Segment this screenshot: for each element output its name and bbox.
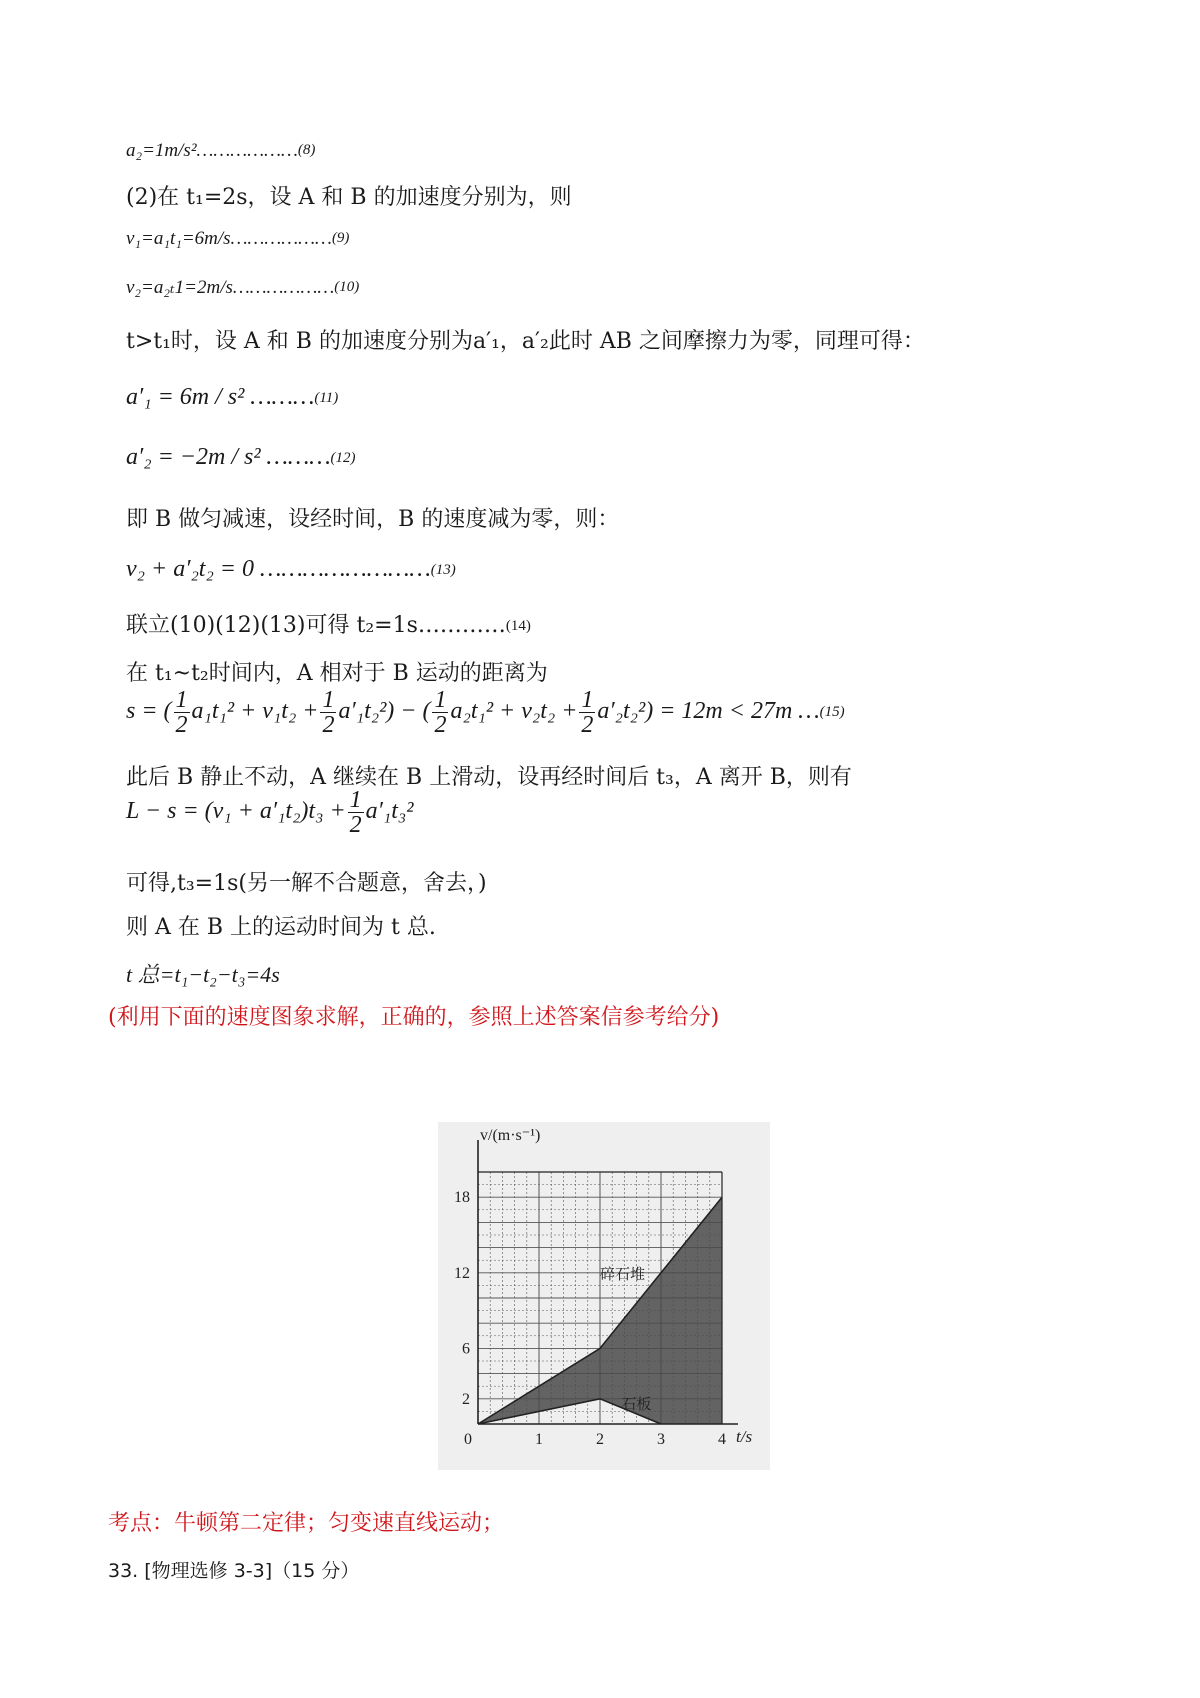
- line-total-time: 则 A 在 B 上的运动时间为 t 总.: [126, 915, 436, 940]
- fraction-den: 2: [581, 712, 594, 738]
- eq-number-11: (11): [314, 390, 339, 406]
- eq-s-e: a′₂t₂²) = 12m < 27m …: [597, 698, 820, 725]
- line-t3: 可得,t₃=1s(另一解不合题意，舍去，): [126, 871, 487, 896]
- line-part2: (2)在 t₁=2s，设 A 和 B 的加速度分别为，则: [126, 185, 572, 210]
- eq-s-b: a₁t₁² + v₁t₂ +: [191, 698, 319, 725]
- eq-number-12: (12): [330, 450, 356, 466]
- eq-number-14: (14): [505, 618, 531, 634]
- key-points: 考点：牛顿第二定律；匀变速直线运动；: [108, 1511, 505, 1536]
- fraction-num: 1: [349, 787, 362, 813]
- x-tick-label: 0: [464, 1431, 472, 1448]
- line-a2: [126, 140, 315, 162]
- x-tick-label: 4: [718, 1431, 726, 1448]
- line-a2-text: a₂=1m/s²………………: [126, 140, 298, 161]
- eq-s-d: a₂t₁² + v₂t₂ +: [450, 698, 578, 725]
- line-t2-text: 联立(10)(12)(13)可得 t₂=1s…………: [126, 613, 506, 638]
- x-tick-label: 1: [535, 1431, 543, 1448]
- eq-number-13: (13): [430, 562, 456, 578]
- y-tick-label: 18: [454, 1189, 470, 1207]
- line-L-minus-s: [126, 788, 413, 837]
- eq-number-8: (8): [297, 142, 316, 158]
- fraction-den: 2: [349, 812, 362, 838]
- fraction-num: 1: [175, 687, 188, 713]
- line-t-gt-t1: t>t₁时，设 A 和 B 的加速度分别为a′₁，a′₂此时 AB 之间摩擦力为零，同理可得：: [126, 329, 925, 354]
- y-tick-label: 12: [454, 1264, 470, 1282]
- eq-number-10: (10): [334, 279, 360, 295]
- velocity-chart-svg: [438, 1122, 770, 1470]
- line-v1: [126, 228, 349, 250]
- line-v2-eq-text: v₂ + a′₂t₂ = 0 ……………………: [126, 556, 431, 582]
- line-v1-text: v₁=a₁t₁=6m/s………………: [126, 228, 332, 249]
- eq-L-a: L − s = (v₁ + a′₁t₂)t₃ +: [126, 798, 346, 825]
- series-label-gravel: 碎石堆: [600, 1265, 646, 1284]
- eq-L-b: a′₁t₃²: [365, 798, 414, 825]
- fraction-num: 1: [581, 687, 594, 713]
- line-distance-eq: [126, 688, 845, 737]
- line-t2: [126, 608, 531, 639]
- line-v2: [126, 276, 359, 299]
- line-after: 此后 B 静止不动，A 继续在 B 上滑动，设再经时间后 t₃，A 离开 B，则有: [126, 765, 852, 790]
- x-tick-label: 3: [657, 1431, 665, 1448]
- eq-number-9: (9): [331, 230, 350, 246]
- line-a1prime-text: a′₁ = 6m / s² ………: [126, 384, 315, 410]
- fraction-den: 2: [322, 712, 335, 738]
- line-t-total: t 总=t₁−t₂−t₃=4s: [126, 962, 280, 987]
- fraction-half: [348, 788, 364, 837]
- fraction-half: [320, 688, 336, 737]
- fraction-half: [579, 688, 595, 737]
- fraction-half: [174, 688, 190, 737]
- series-label-slab: 石板: [621, 1394, 652, 1413]
- x-axis-label: t/s: [736, 1427, 753, 1446]
- y-tick-label: 6: [462, 1340, 470, 1358]
- line-v2-text: v₂=a₂ₜ1=2m/s………………: [126, 277, 335, 298]
- question-33: 33. [物理选修 3-3]（15 分）: [108, 1560, 360, 1582]
- fraction-num: 1: [434, 687, 447, 713]
- y-axis-label: v/(m·s⁻¹): [480, 1127, 541, 1144]
- line-a2prime: [126, 444, 356, 471]
- fraction-num: 1: [322, 687, 335, 713]
- line-a1prime: [126, 384, 338, 411]
- fraction-den: 2: [434, 712, 447, 738]
- velocity-chart: [438, 1122, 770, 1470]
- eq-number-15: (15): [819, 704, 845, 721]
- line-distance-intro: 在 t₁~t₂时间内，A 相对于 B 运动的距离为: [126, 661, 548, 686]
- eq-s-c: a′₁t₂²) − (: [338, 698, 431, 725]
- fraction-half: [432, 688, 448, 737]
- line-a2prime-text: a′₂ = −2m / s² ………: [126, 444, 331, 470]
- line-v2-eq: [126, 556, 456, 583]
- y-tick-label: 2: [462, 1390, 470, 1408]
- fraction-den: 2: [175, 712, 188, 738]
- eq-s-a: s = (: [126, 698, 172, 725]
- x-tick-label: 2: [596, 1431, 604, 1448]
- red-note: (利用下面的速度图象求解，正确的，参照上述答案信参考给分): [108, 1005, 720, 1030]
- line-b-decel: 即 B 做匀减速，设经时间，B 的速度减为零，则：: [126, 507, 620, 532]
